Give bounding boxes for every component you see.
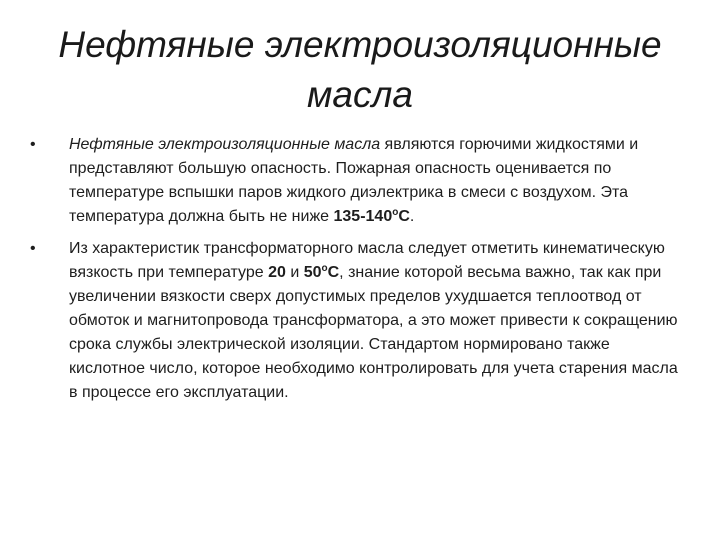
temperature-unit: С xyxy=(327,264,340,281)
slide-title: Нефтяные электроизоляционные масла xyxy=(58,24,662,115)
degree-superscript: о xyxy=(392,207,399,218)
bullet-item-flammability xyxy=(30,133,690,229)
temperature-number: 50 xyxy=(303,264,322,281)
conjunction-text: и xyxy=(285,264,304,281)
temperature-unit: С xyxy=(398,208,410,225)
bullet-text: являются горючими жидкостями и представляют большую опасность. Пожарная опасность оценивается по температуре вспышки паров жидкого диэлектрика в смеси с воздухом. Эта температура должна быть не ниже xyxy=(69,136,639,225)
bullet-term: Нефтяные электроизоляционные масла xyxy=(69,136,381,153)
bullet-item-viscosity xyxy=(30,237,690,405)
bullet-marker-icon: • xyxy=(30,240,36,257)
bullet-text: Из характеристик трансформаторного масла следует отметить кинематическую вязкость при температуре xyxy=(69,240,665,281)
bullet-marker-icon: • xyxy=(30,136,36,153)
bullet-list xyxy=(30,133,690,413)
temperature-value-b xyxy=(304,264,339,281)
bullet-text-end: , знание которой весьма важно, так как при увеличении вязкости сверх допустимых пределов ухудшается теплоотвод от обмоток и магнитопровода трансформатора, а это может привести к сокращению срока службы электрической изоляции. Стандартом нормировано также кислотное число, которое необходимо контролировать для учета старения масла в процессе его эксплуатации. xyxy=(69,264,678,401)
temperature-value-a: 20 xyxy=(268,264,286,281)
degree-superscript: о xyxy=(321,263,328,274)
bullet-text-end: . xyxy=(409,208,415,225)
temperature-number: 135-140 xyxy=(333,208,393,225)
temperature-value xyxy=(334,208,410,225)
